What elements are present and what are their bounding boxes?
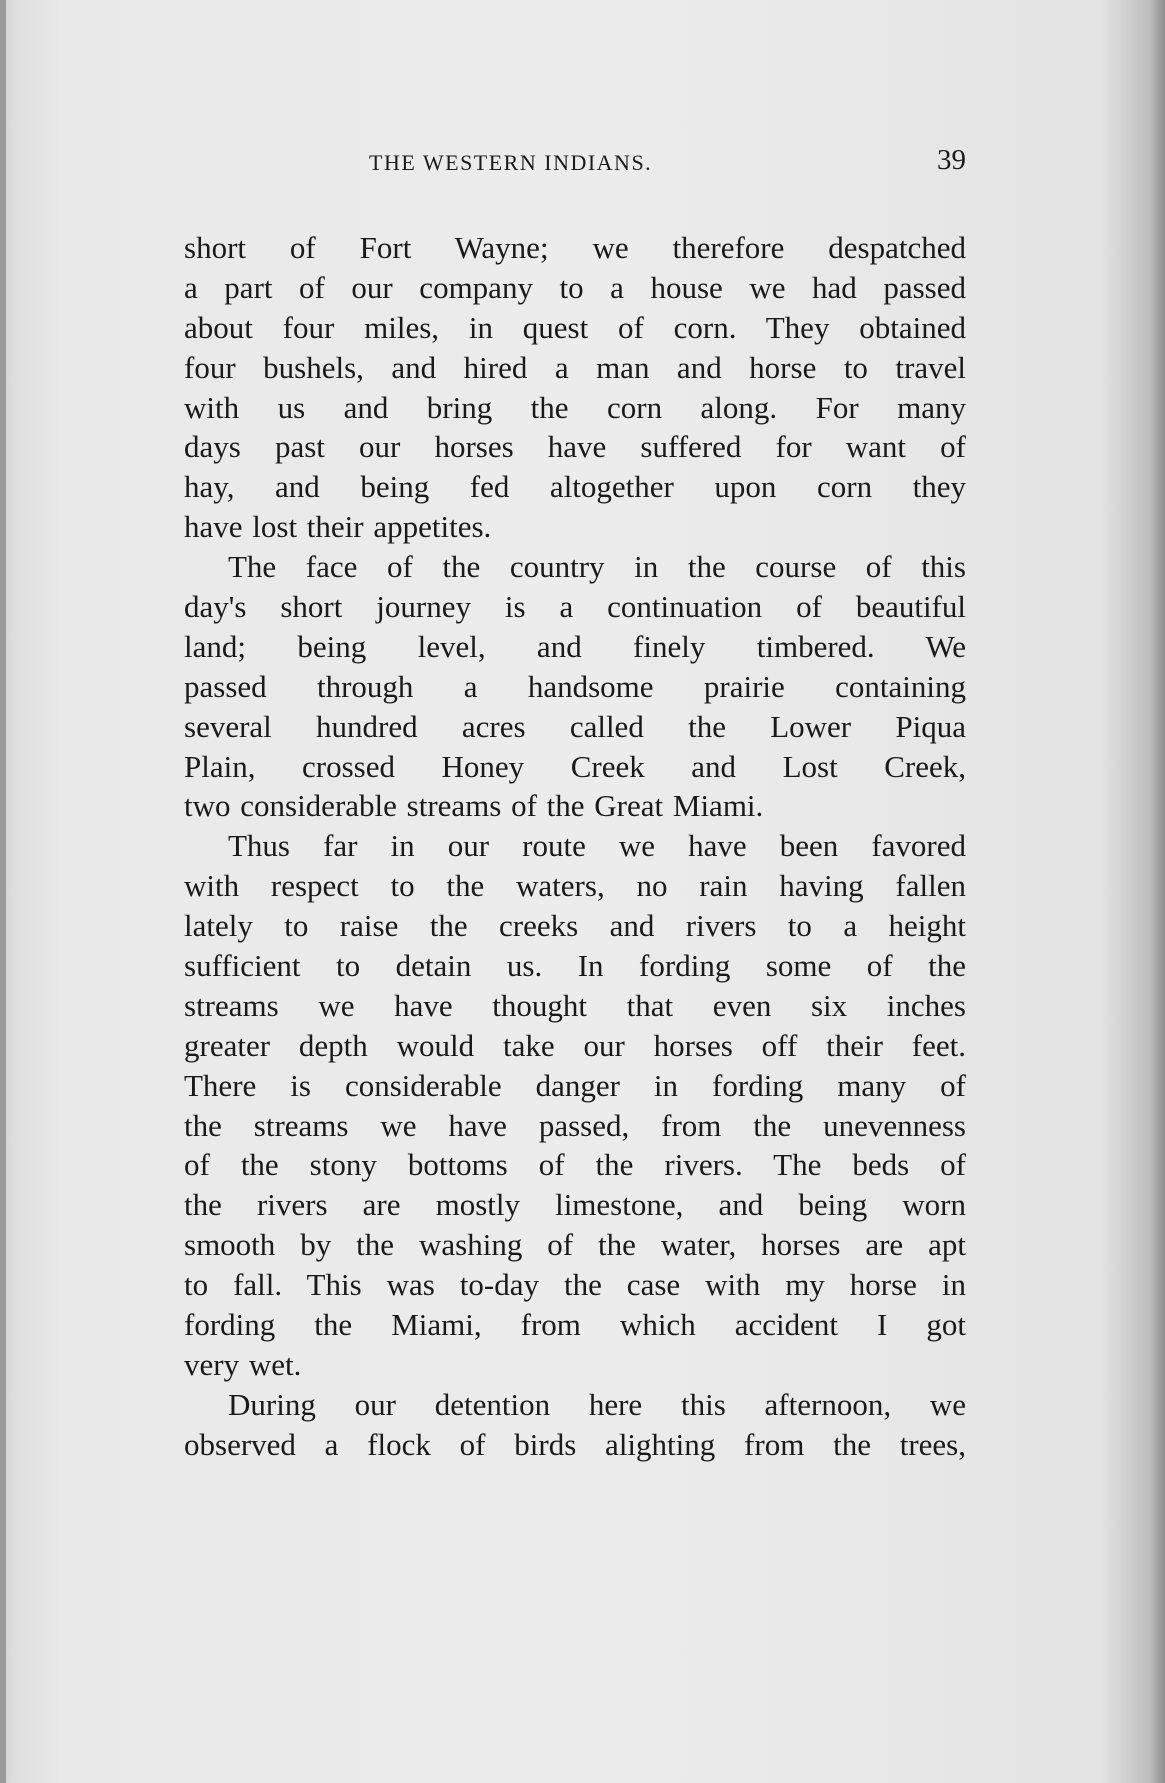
text-line: land; being level, and finely timbered. We (184, 628, 966, 664)
text-line: about four miles, in quest of corn. They obtained (184, 309, 966, 345)
text-line: hay, and being fed altogether upon corn they (184, 469, 966, 505)
text-line: Plain, crossed Honey Creek and Lost Creek, (184, 748, 966, 784)
text-line: There is considerable danger in fording many of (184, 1067, 966, 1103)
running-title: THE WESTERN INDIANS. (369, 150, 653, 175)
text-line: days past our horses have suffered for want of (184, 429, 966, 465)
text-line: The face of the country in the course of this (228, 549, 966, 585)
text-line: several hundred acres called the Lower Piqua (184, 708, 966, 744)
text-line: smooth by the washing of the water, horses are apt (184, 1227, 966, 1263)
text-line: Thus far in our route we have been favored (228, 828, 966, 864)
page-body (184, 228, 966, 1465)
text-line: very wet. (184, 1346, 302, 1382)
text-line: lately to raise the creeks and rivers to a height (184, 908, 966, 944)
text-line: four bushels, and hired a man and horse to travel (184, 349, 966, 385)
text-line: day's short journey is a continuation of beautiful (184, 589, 966, 625)
text-line: of the stony bottoms of the rivers. The beds of (184, 1147, 966, 1183)
text-line: observed a flock of birds alighting from the trees, (184, 1426, 966, 1462)
text-line: the rivers are mostly limestone, and being worn (184, 1187, 966, 1223)
text-line: fording the Miami, from which accident I got (184, 1307, 966, 1343)
text-line: short of Fort Wayne; we therefore despatched (184, 230, 966, 265)
page-header (184, 146, 966, 186)
text-line: During our detention here this afternoon, we (228, 1386, 966, 1422)
text-line: to fall. This was to-day the case with my horse in (184, 1267, 966, 1303)
text-line: greater depth would take our horses off their feet. (184, 1027, 966, 1063)
text-line: the streams we have passed, from the unevenness (184, 1107, 966, 1143)
text-line: with respect to the waters, no rain having fallen (184, 868, 966, 904)
text-line: streams we have thought that even six inches (184, 987, 966, 1023)
text-line: passed through a handsome prairie containing (184, 668, 966, 704)
text-line: a part of our company to a house we had passed (184, 269, 966, 305)
text-line: with us and bring the corn along. For many (184, 389, 966, 425)
page-number: 39 (937, 144, 966, 176)
text-line: two considerable streams of the Great Miami. (184, 788, 764, 824)
text-line: have lost their appetites. (184, 509, 492, 545)
page-binding-edge (0, 0, 6, 1783)
text-line: sufficient to detain us. In fording some of the (184, 948, 966, 984)
